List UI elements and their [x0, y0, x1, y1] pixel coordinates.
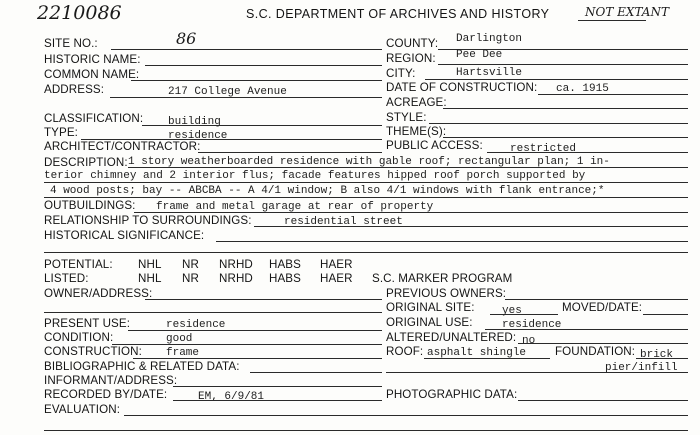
- foundation-line-2: [386, 372, 688, 373]
- potential-option-habs: HABS: [269, 258, 301, 271]
- altered-value: no: [522, 335, 536, 347]
- architect-line: [198, 152, 382, 153]
- not-extant-note: NOT EXTANT: [585, 5, 669, 19]
- themes-line: [443, 137, 688, 138]
- relationship-line: [254, 226, 688, 227]
- listed-option-nhl: NHL: [138, 272, 162, 285]
- previous-owners-label: PREVIOUS OWNERS:: [386, 287, 507, 300]
- county-value: Darlington: [456, 33, 523, 45]
- public-access-line: [487, 152, 688, 153]
- common-name-line: [131, 80, 382, 81]
- type-label: TYPE:: [44, 126, 79, 139]
- owner-address-label: OWNER/ADDRESS:: [44, 287, 153, 300]
- style-label: STYLE:: [386, 111, 427, 124]
- classification-value: building: [168, 116, 221, 128]
- date-of-construction-line: [538, 94, 688, 95]
- owner-address-line: [145, 299, 382, 300]
- previous-owners-line: [505, 299, 688, 300]
- description-line-3: 4 wood posts; bay -- ABCBA -- A 4/1 window; B also 4/1 windows with flank entrance;*: [50, 185, 605, 197]
- photographic-data-line: [518, 400, 688, 401]
- moved-date-label: MOVED/DATE:: [562, 301, 643, 314]
- construction-label: CONSTRUCTION:: [44, 345, 142, 358]
- style-line: [429, 123, 688, 124]
- marker-program-label: S.C. MARKER PROGRAM: [372, 272, 513, 285]
- evaluation-line-2: [44, 430, 688, 431]
- condition-line: [112, 344, 382, 345]
- common-name-label: COMMON NAME:: [44, 68, 140, 81]
- listed-option-habs: HABS: [269, 272, 301, 285]
- original-use-label: ORIGINAL USE:: [386, 316, 473, 329]
- potential-label: POTENTIAL:: [44, 258, 113, 271]
- informant-line: [173, 386, 382, 387]
- potential-option-nhl: NHL: [138, 258, 162, 271]
- classification-line: [142, 125, 382, 126]
- city-line: [425, 79, 688, 80]
- potential-option-nrhd: NRHD: [219, 258, 253, 271]
- address-label: ADDRESS:: [44, 83, 105, 96]
- photographic-data-label: PHOTOGRAPHIC DATA:: [386, 388, 518, 401]
- recorded-by-value: EM, 6/9/81: [198, 391, 265, 403]
- description-rule-1: [128, 167, 688, 168]
- public-access-label: PUBLIC ACCESS:: [386, 139, 483, 152]
- address-line: [110, 97, 382, 98]
- county-label: COUNTY:: [386, 37, 439, 50]
- original-site-label: ORIGINAL SITE:: [386, 301, 475, 314]
- description-rule-3: [44, 197, 688, 198]
- listed-option-haer: HAER: [320, 272, 353, 285]
- themes-label: THEME(S):: [386, 125, 447, 138]
- listed-label: LISTED:: [44, 272, 89, 285]
- outbuildings-label: OUTBUILDINGS:: [44, 199, 136, 212]
- present-use-value: residence: [166, 319, 226, 331]
- original-site-line: [490, 314, 558, 315]
- relationship-label: RELATIONSHIP TO SURROUNDINGS:: [44, 214, 252, 227]
- classification-label: CLASSIFICATION:: [44, 112, 144, 125]
- moved-date-line: [643, 314, 688, 315]
- not-extant-underline: [578, 20, 646, 21]
- evaluation-label: EVALUATION:: [44, 403, 121, 416]
- foundation-value-1: brick: [640, 349, 674, 361]
- altered-line: [518, 343, 688, 344]
- region-line: [438, 64, 688, 65]
- original-use-line: [485, 329, 688, 330]
- description-line-1: 1 story weatherboarded residence with gable roof; rectangular plan; 1 in-: [128, 156, 610, 168]
- evaluation-line: [124, 415, 688, 416]
- section-divider: [44, 252, 688, 253]
- construction-line: [133, 358, 382, 359]
- recorded-by-label: RECORDED BY/DATE:: [44, 388, 168, 401]
- date-of-construction-value: ca. 1915: [556, 83, 609, 95]
- present-use-line: [128, 330, 382, 331]
- date-of-construction-label: DATE OF CONSTRUCTION:: [386, 81, 538, 94]
- description-line-2: terior chimney and 2 interior flus; facade features hipped roof porch supported by: [44, 170, 586, 182]
- foundation-line: [636, 358, 688, 359]
- foundation-value-2: pier/infill: [605, 362, 678, 374]
- description-label: DESCRIPTION:: [44, 156, 128, 169]
- bibliographic-label: BIBLIOGRAPHIC & RELATED DATA:: [44, 360, 240, 373]
- city-value: Hartsville: [456, 67, 523, 79]
- public-access-value: restricted: [510, 143, 577, 155]
- site-no-label: SITE NO.:: [44, 37, 98, 50]
- city-label: CITY:: [386, 67, 416, 80]
- relationship-value: residential street: [284, 216, 403, 228]
- original-use-value: residence: [502, 319, 562, 331]
- listed-option-nrhd: NRHD: [219, 272, 253, 285]
- description-rule-2: [44, 182, 688, 183]
- original-site-value: yes: [502, 305, 522, 317]
- informant-label: INFORMANT/ADDRESS:: [44, 374, 178, 387]
- altered-label: ALTERED/UNALTERED:: [386, 331, 517, 344]
- acreage-line: [443, 108, 688, 109]
- historical-significance-label: HISTORICAL SIGNIFICANCE:: [44, 229, 205, 242]
- roof-value: asphalt shingle: [427, 347, 527, 359]
- potential-option-nr: NR: [182, 258, 199, 271]
- type-value: residence: [168, 130, 228, 142]
- card-header: S.C. DEPARTMENT OF ARCHIVES AND HISTORY: [246, 7, 550, 21]
- address-value: 217 College Avenue: [168, 86, 287, 98]
- roof-label: ROOF:: [386, 345, 424, 358]
- acreage-label: ACREAGE:: [386, 96, 447, 109]
- roof-line: [424, 358, 550, 359]
- architect-label: ARCHITECT/CONTRACTOR:: [44, 140, 201, 153]
- construction-value: frame: [166, 347, 200, 359]
- outbuildings-value: frame and metal garage at rear of property: [156, 201, 434, 213]
- site-no-value: 86: [176, 29, 197, 48]
- present-use-label: PRESENT USE:: [44, 317, 131, 330]
- record-number-handwritten: 2210086: [37, 2, 122, 24]
- historic-name-label: HISTORIC NAME:: [44, 53, 141, 66]
- historic-name-line: [145, 65, 382, 66]
- recorded-by-line: [173, 400, 382, 401]
- owner-address-line-2: [44, 312, 382, 313]
- historical-significance-line: [216, 241, 688, 242]
- potential-option-haer: HAER: [320, 258, 353, 271]
- condition-label: CONDITION:: [44, 331, 114, 344]
- foundation-label: FOUNDATION:: [555, 345, 636, 358]
- site-no-line: [111, 49, 382, 50]
- listed-option-nr: NR: [182, 272, 199, 285]
- region-value: Pee Dee: [456, 49, 503, 61]
- outbuildings-line: [134, 212, 688, 213]
- bibliographic-line: [250, 372, 382, 373]
- condition-value: good: [166, 333, 193, 345]
- region-label: REGION:: [386, 52, 436, 65]
